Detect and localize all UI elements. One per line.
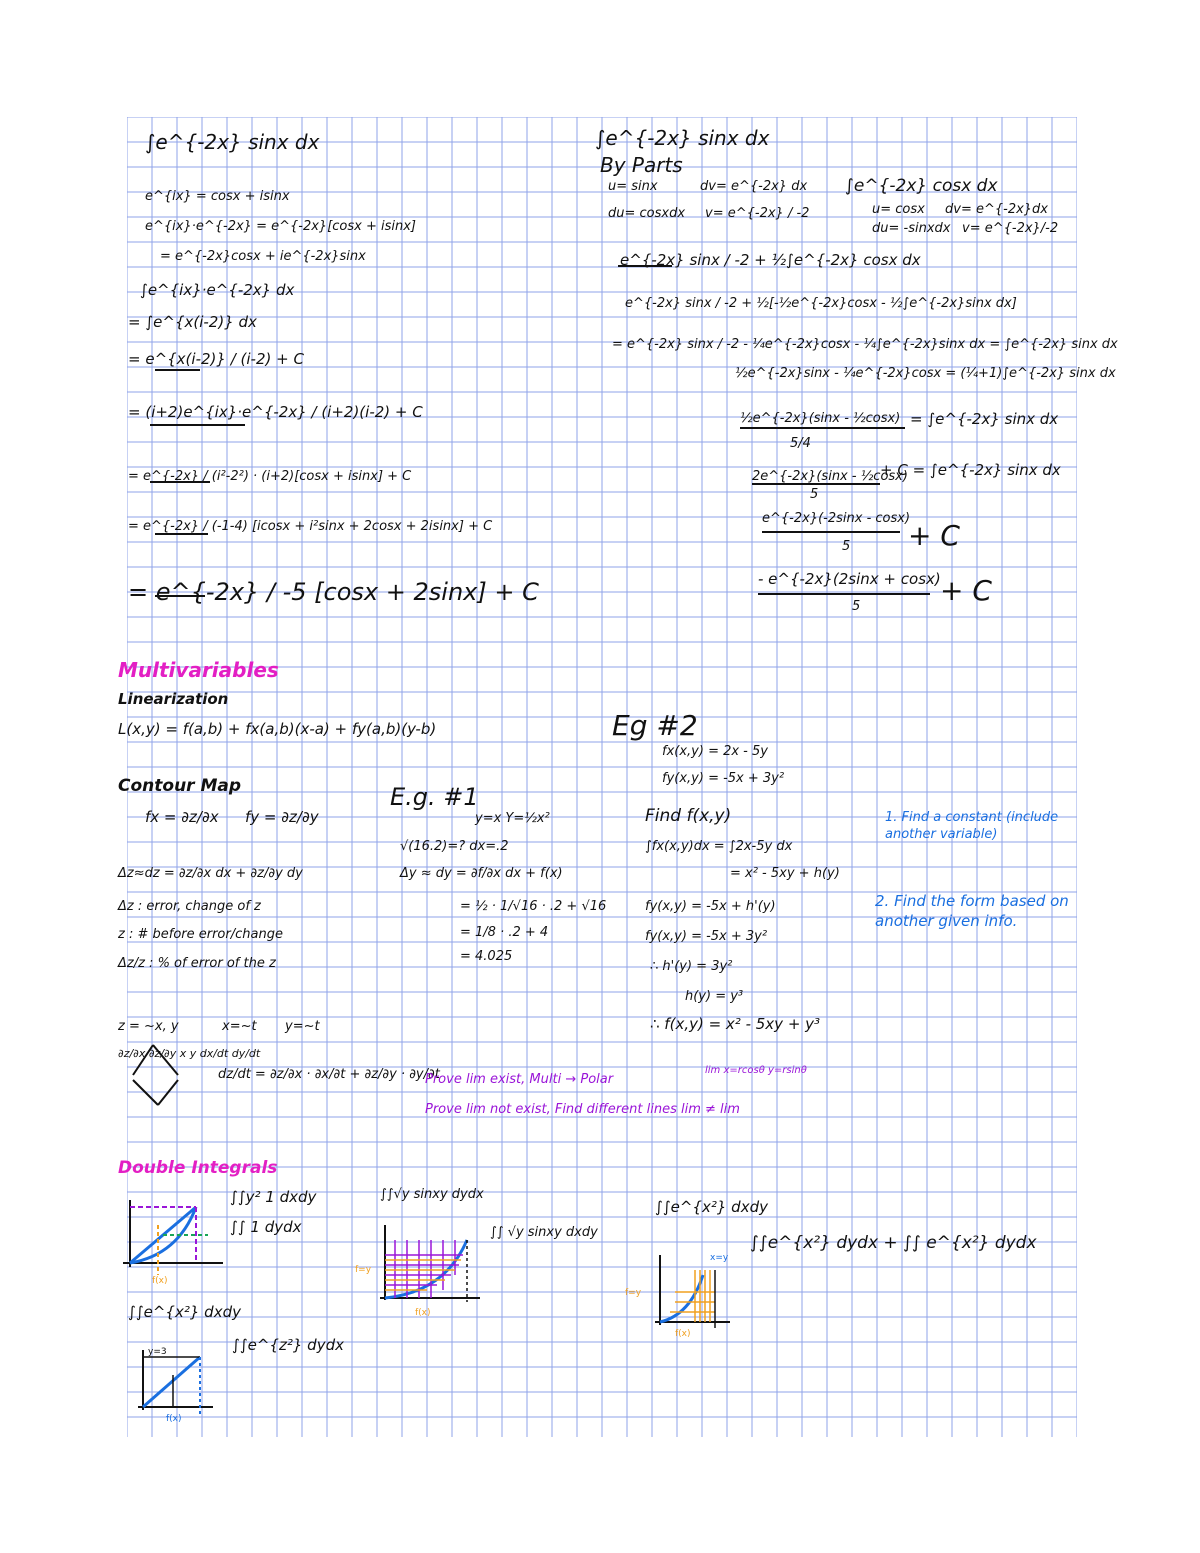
left-integral-setup: ∫e^{ix}·e^{-2x} dx <box>140 281 295 299</box>
sketch-region-1 <box>108 1195 228 1285</box>
right-inner-u: u= cosx <box>872 202 925 217</box>
eg1-line1: √(16.2)=? dx=.2 <box>400 839 509 854</box>
right-step5-rhs: = ∫e^{-2x} sinx dx <box>910 410 1059 428</box>
right-problem: ∫e^{-2x} sinx dx <box>595 126 770 150</box>
integral-1b: ∫∫ 1 dydx <box>230 1218 302 1236</box>
right-step1: e^{-2x} sinx / -2 + ½∫e^{-2x} cosx dx <box>620 251 921 269</box>
sketch-region-3 <box>625 1250 735 1340</box>
right-dv: dv= e^{-2x} dx <box>700 179 808 194</box>
right-step5-den: 5/4 <box>790 436 811 451</box>
sketch-region-4 <box>128 1345 218 1425</box>
eg1-title: E.g. #1 <box>390 783 479 811</box>
eg2-fy: fy(x,y) = -5x + 3y² <box>662 771 785 786</box>
note-purple-2: Prove lim not exist, Find different lines lim ≠ lim <box>425 1102 740 1117</box>
sketch-label: f(x) <box>152 1276 168 1286</box>
partial-fy: fy = ∂z/∂y <box>245 808 319 826</box>
right-u: u= sinx <box>608 179 658 194</box>
right-inner-integral: ∫e^{-2x} cosx dx <box>845 176 998 196</box>
right-step2: e^{-2x} sinx / -2 + ½[-½e^{-2x}cosx - ½∫e^{-2x}sinx dx] <box>625 296 1017 311</box>
chain-tree: ∂z/∂x ∂z/∂y x y dx/dt dy/dt <box>118 1047 261 1060</box>
note-dz: Δz : error, change of z <box>118 899 261 914</box>
integral-4b: ∫∫e^{z²} dydx <box>232 1336 344 1354</box>
total-differential: Δz≈dz = ∂z/∂x dx + ∂z/∂y dy <box>118 866 303 881</box>
integral-2b: ∫∫ √y sinxy dxdy <box>490 1225 598 1240</box>
note-purple-1b: lim x=rcosθ y=rsinθ <box>705 1065 807 1076</box>
right-step7-num: e^{-2x}(-2sinx - cosx) <box>762 511 911 526</box>
eg1-line2: Δy ≈ dy = ∂f/∂x dx + f(x) <box>400 866 563 881</box>
chain-tree-diagram <box>118 1040 208 1115</box>
integral-2a: ∫∫√y sinxy dydx <box>380 1187 484 1202</box>
right-v: v= e^{-2x} / -2 <box>705 206 810 221</box>
note-blue-1: 1. Find a constant (include another variable) <box>885 810 1059 842</box>
right-step8-den: 5 <box>852 599 861 614</box>
eg2-hprime: ∴ h'(y) = 3y² <box>650 959 733 974</box>
heading-double-integrals: Double Integrals <box>118 1158 278 1178</box>
chain-rule: dz/dt = ∂z/∂x · ∂x/∂t + ∂z/∂y · ∂y/∂t <box>218 1067 440 1082</box>
right-step6-den: 5 <box>810 487 819 502</box>
chain-vars: z = ~x, y <box>118 1019 179 1034</box>
heading-contour-map: Contour Map <box>118 776 242 796</box>
sketch-label: y=3 <box>148 1347 167 1357</box>
eg1-line3: = ½ · 1/√16 · .2 + √16 <box>460 899 607 914</box>
right-step7-den: 5 <box>842 539 851 554</box>
partial-fx: fx = ∂z/∂x <box>145 808 219 826</box>
eg2-int: ∫fx(x,y)dx = ∫2x-5y dx <box>645 839 793 854</box>
note-purple-1: Prove lim exist, Multi → Polar <box>425 1072 614 1087</box>
left-combine: = ∫e^{x(i-2)} dx <box>128 313 257 331</box>
left-integrate: = e^{x(i-2)} / (i-2) + C <box>128 350 304 368</box>
eg2-final: ∴ f(x,y) = x² - 5xy + y³ <box>650 1015 821 1033</box>
heading-linearization: Linearization <box>118 690 229 708</box>
sketch-region-2 <box>355 1220 485 1320</box>
right-step3: = e^{-2x} sinx / -2 - ¼e^{-2x}cosx - ¼∫e^{-2x}sinx dx = ∫e^{-2x} sinx dx <box>612 337 1118 352</box>
right-inner-du: du= -sinxdx <box>872 221 951 236</box>
eg1-values: y=x Y=½x² <box>475 811 550 826</box>
eg2-result1: = x² - 5xy + h(y) <box>730 866 840 881</box>
eg1-line5: = 4.025 <box>460 949 513 964</box>
eg2-fx: fx(x,y) = 2x - 5y <box>662 744 768 759</box>
left-expand: = e^{-2x}cosx + ie^{-2x}sinx <box>160 249 366 264</box>
left-problem: ∫e^{-2x} sinx dx <box>145 130 320 154</box>
right-step4: ½e^{-2x}sinx - ¼e^{-2x}cosx = (¼+1)∫e^{-2x} sinx dx <box>735 366 1116 381</box>
sketch-label: f=y <box>355 1265 372 1275</box>
integral-3b: ∫∫e^{x²} dydx + ∫∫ e^{x²} dydx <box>750 1233 1037 1253</box>
right-inner-dv: dv= e^{-2x}dx <box>945 202 1049 217</box>
right-du: du= cosxdx <box>608 206 686 221</box>
note-ratio: Δz/z : % of error of the z <box>118 956 276 971</box>
note-blue-2: 2. Find the form based on another given info. <box>875 892 1069 930</box>
left-simplify: = e^{-2x} / (i²-2²) · (i+2)[cosx + isinx] + C <box>128 469 412 484</box>
linearization-formula: L(x,y) = f(a,b) + fx(a,b)(x-a) + fy(a,b)(y-b) <box>118 720 437 738</box>
sketch-label: f(x) <box>166 1414 182 1424</box>
sketch-label: f=y <box>625 1288 642 1298</box>
right-step6-num: 2e^{-2x}(sinx - ½cosx) <box>752 469 908 484</box>
right-method: By Parts <box>600 153 683 177</box>
left-expand-terms: = e^{-2x} / (-1-4) [icosx + i²sinx + 2cosx + 2isinx] + C <box>128 519 493 534</box>
right-step8-tail: + C <box>940 574 992 607</box>
left-multiply: e^{ix}·e^{-2x} = e^{-2x}[cosx + isinx] <box>145 219 417 234</box>
sketch-label: f(x) <box>415 1308 431 1318</box>
chain-x: x=~t <box>222 1019 257 1034</box>
eg2-fy-given: fy(x,y) = -5x + 3y² <box>645 929 768 944</box>
eg2-find: Find f(x,y) <box>645 806 732 826</box>
eg1-line4: = 1/8 · .2 + 4 <box>460 925 549 940</box>
eg2-title: Eg #2 <box>612 709 698 742</box>
sketch-label: x=y <box>710 1253 729 1263</box>
chain-y: y=~t <box>285 1019 320 1034</box>
integral-4a: ∫∫e^{x²} dxdy <box>128 1303 241 1321</box>
eg2-h: h(y) = y³ <box>685 989 744 1004</box>
integral-3a: ∫∫e^{x²} dxdy <box>655 1198 768 1216</box>
left-rationalize: = (i+2)e^{ix}·e^{-2x} / (i+2)(i-2) + C <box>128 403 423 421</box>
right-step7-tail: + C <box>908 519 960 552</box>
left-euler: e^{ix} = cosx + isinx <box>145 189 290 204</box>
left-result: = e^{-2x} / -5 [cosx + 2sinx] + C <box>128 578 539 606</box>
note-z: z : # before error/change <box>118 927 283 942</box>
right-step6-rhs: + C = ∫e^{-2x} sinx dx <box>880 461 1061 479</box>
eg2-fy-partial: fy(x,y) = -5x + h'(y) <box>645 899 776 914</box>
sketch-label: f(x) <box>675 1329 691 1339</box>
right-step5-num: ½e^{-2x}(sinx - ½cosx) <box>740 411 901 426</box>
heading-multivariables: Multivariables <box>118 658 279 682</box>
integral-1a: ∫∫y² 1 dxdy <box>230 1188 317 1206</box>
right-step8-num: - e^{-2x}(2sinx + cosx) <box>758 570 941 588</box>
right-inner-v: v= e^{-2x}/-2 <box>962 221 1059 236</box>
